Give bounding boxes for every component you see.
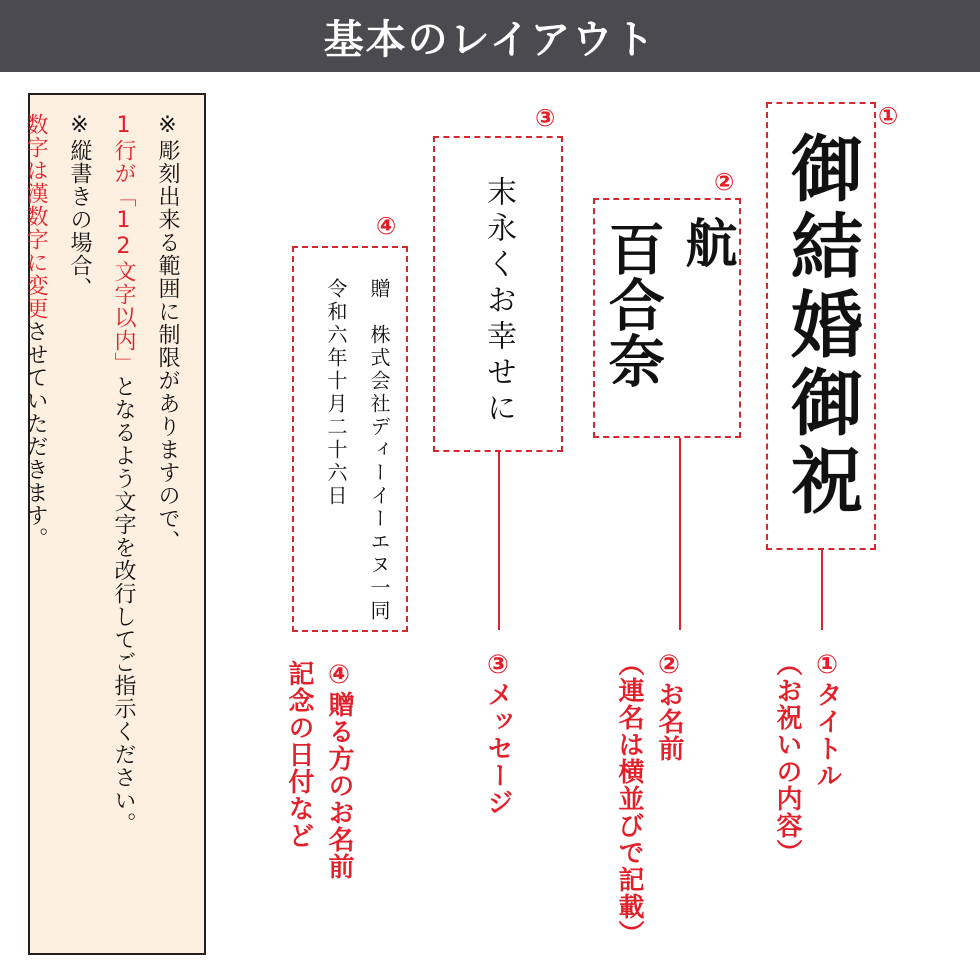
message-number: ③: [535, 104, 556, 132]
message-connector: [498, 452, 500, 630]
sender-name: 贈 株式会社ディーイーエヌ一同: [367, 278, 391, 623]
names-connector: [679, 438, 681, 630]
note-highlight-limit: 1行が「12文字以内」: [111, 113, 136, 375]
note-line-1: ※彫刻出来る範囲に制限がありますので、: [155, 113, 180, 553]
names-number: ②: [714, 168, 735, 196]
sender-label: ④贈る方のお名前 記念の日付など: [284, 660, 354, 880]
title-text: 御結婚御祝: [779, 131, 864, 521]
sender-date: 令和六年十月二十六日: [324, 278, 348, 508]
page-title: 基本のレイアウト: [323, 15, 657, 63]
note-highlight-kanji: 数字は漢数字に変更: [23, 113, 48, 320]
header-bar: [0, 0, 980, 72]
sender-number: ④: [376, 212, 397, 240]
title-label: ①タイトル （お祝いの内容）: [772, 650, 842, 866]
names-box: [593, 198, 741, 438]
notes-panel: [23, 93, 206, 955]
names-label: ②お名前 （連名は横並びで記載）: [614, 650, 684, 947]
name-first: 航: [676, 216, 737, 268]
title-box: [766, 102, 876, 550]
note-line-2: 1行が「12文字以内」となるよう文字を改行してご指示ください。: [111, 113, 136, 835]
message-label: ③メッセージ: [483, 650, 513, 816]
message-box: [433, 136, 563, 452]
title-connector: [821, 550, 823, 630]
note-line-4: 数字は漢数字に変更させていただきます。: [23, 113, 48, 550]
message-text: 末永くお幸せに: [481, 176, 516, 428]
name-second: 百合奈: [599, 220, 666, 388]
note-line-3: ※縦書きの場合、: [67, 113, 92, 300]
sender-box: [292, 246, 408, 632]
title-number: ①: [878, 102, 899, 130]
